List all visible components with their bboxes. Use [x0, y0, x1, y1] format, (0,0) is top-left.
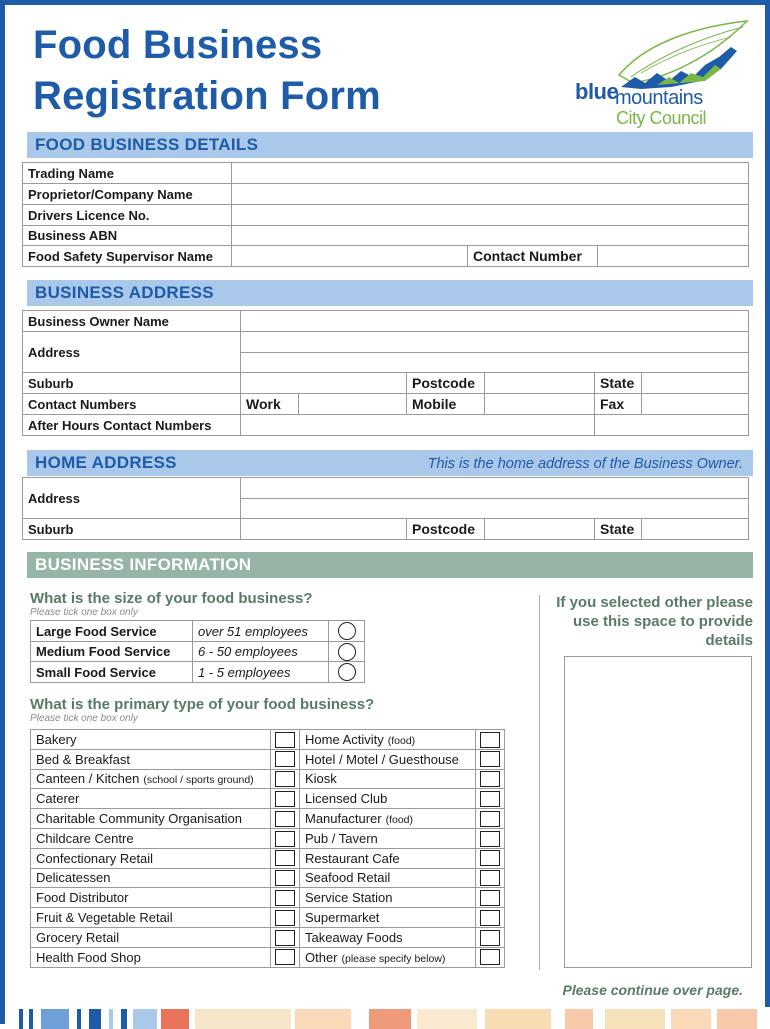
business-type-label	[300, 908, 476, 928]
contact-number-label: Contact Number	[468, 246, 598, 267]
business-type-name: Grocery Retail	[36, 929, 120, 945]
state-label: State	[595, 373, 642, 394]
supervisor-field[interactable]	[232, 246, 468, 267]
postcode-label: Postcode	[407, 373, 485, 394]
home-suburb-field[interactable]	[241, 519, 407, 540]
business-type-checkbox[interactable]	[480, 751, 500, 767]
contact-numbers-label: Contact Numbers	[23, 394, 241, 415]
business-type-checkbox[interactable]	[275, 811, 295, 827]
business-type-checkbox[interactable]	[275, 831, 295, 847]
business-type-name: Canteen / Kitchen	[36, 771, 140, 787]
table-row	[31, 908, 505, 928]
business-type-name: Childcare Centre	[36, 830, 134, 846]
size-option-label: Small Food Service	[31, 662, 193, 683]
logo-blue-text: blue	[575, 79, 619, 104]
size-option-range: over 51 employees	[193, 621, 329, 642]
business-type-label	[300, 769, 476, 789]
type-question: What is the primary type of your food business?	[30, 696, 375, 713]
business-type-label	[300, 888, 476, 908]
business-type-label	[31, 927, 271, 947]
business-type-label	[31, 789, 271, 809]
business-type-name: Kiosk	[305, 771, 337, 787]
other-details-note: If you selected other please use this space to provide details	[556, 594, 753, 649]
decorative-footer-strip	[5, 1005, 770, 1029]
business-type-label	[300, 749, 476, 769]
section-heading: HOME ADDRESS	[35, 453, 177, 472]
business-type-name: Health Food Shop	[36, 949, 141, 965]
business-type-checkbox[interactable]	[480, 850, 500, 866]
after-hours-field-2[interactable]	[595, 415, 749, 436]
logo-mountains-text: mountains	[615, 87, 703, 109]
business-type-note: (school / sports ground)	[143, 774, 254, 787]
business-type-name: Bed & Breakfast	[36, 751, 130, 767]
business-type-checkbox[interactable]	[480, 910, 500, 926]
size-hint: Please tick one box only	[30, 607, 138, 618]
abn-field[interactable]	[232, 226, 749, 246]
owner-name-label: Business Owner Name	[23, 311, 241, 332]
suburb-label: Suburb	[23, 373, 241, 394]
table-row	[31, 848, 505, 868]
business-type-name: Manufacturer	[305, 811, 382, 827]
business-type-label	[31, 868, 271, 888]
business-type-label	[31, 769, 271, 789]
business-type-name: Confectionary Retail	[36, 850, 154, 866]
table-row	[31, 769, 505, 789]
owner-name-field[interactable]	[241, 311, 749, 332]
business-type-name: Restaurant Cafe	[305, 850, 400, 866]
business-details-table	[22, 162, 749, 267]
business-type-label	[31, 809, 271, 829]
table-row	[31, 828, 505, 848]
business-type-label	[300, 927, 476, 947]
column-divider	[539, 595, 540, 970]
home-postcode-label: Postcode	[407, 519, 485, 540]
business-type-name: Supermarket	[305, 910, 380, 926]
home-state-field[interactable]	[642, 519, 749, 540]
business-type-checkbox[interactable]	[480, 949, 500, 965]
trading-name-field[interactable]	[232, 163, 749, 184]
business-type-label	[31, 749, 271, 769]
address-label: Address	[23, 332, 241, 373]
proprietor-field[interactable]	[232, 184, 749, 205]
business-type-checkbox[interactable]	[275, 930, 295, 946]
business-type-name: Other	[305, 949, 338, 965]
business-type-label	[31, 828, 271, 848]
business-type-label	[300, 730, 476, 750]
address-field-line1[interactable]	[241, 332, 749, 353]
business-type-label	[300, 789, 476, 809]
business-type-checkbox[interactable]	[480, 732, 500, 748]
size-question: What is the size of your food business?	[30, 590, 313, 607]
business-type-name: Hotel / Motel / Guesthouse	[305, 751, 459, 767]
business-address-table	[22, 310, 749, 436]
size-option-range: 1 - 5 employees	[193, 662, 329, 683]
section-home-address	[27, 450, 753, 476]
business-type-label	[300, 848, 476, 868]
business-type-label	[31, 888, 271, 908]
supervisor-label: Food Safety Supervisor Name	[23, 246, 232, 267]
fax-label: Fax	[595, 394, 642, 415]
state-field[interactable]	[642, 373, 749, 394]
section-business-information	[27, 552, 753, 578]
table-row	[31, 749, 505, 769]
home-suburb-label: Suburb	[23, 519, 241, 540]
business-type-label	[300, 947, 476, 967]
mobile-field[interactable]	[485, 394, 595, 415]
after-hours-field-1[interactable]	[241, 415, 595, 436]
business-type-note: (food)	[387, 734, 416, 747]
size-radio-large[interactable]	[338, 622, 356, 640]
section-heading: BUSINESS INFORMATION	[35, 555, 252, 574]
business-type-checkbox[interactable]	[275, 890, 295, 906]
size-option-label: Medium Food Service	[31, 642, 193, 662]
licence-label: Drivers Licence No.	[23, 205, 232, 226]
size-table	[30, 620, 365, 683]
table-row	[31, 809, 505, 829]
size-radio-small[interactable]	[338, 663, 356, 681]
business-type-checkbox[interactable]	[480, 791, 500, 807]
home-address-field-line2[interactable]	[241, 499, 749, 519]
contact-number-field[interactable]	[598, 246, 749, 267]
abn-label: Business ABN	[23, 226, 232, 246]
after-hours-label: After Hours Contact Numbers	[23, 415, 241, 436]
type-hint: Please tick one box only	[30, 713, 138, 724]
suburb-field[interactable]	[241, 373, 407, 394]
business-type-label	[300, 828, 476, 848]
business-type-checkbox[interactable]	[480, 811, 500, 827]
business-type-name: Fruit & Vegetable Retail	[36, 910, 173, 926]
business-type-checkbox[interactable]	[275, 910, 295, 926]
business-type-label	[31, 730, 271, 750]
business-type-label	[31, 908, 271, 928]
business-type-name: Takeaway Foods	[305, 929, 403, 945]
home-address-label: Address	[23, 478, 241, 519]
business-type-checkbox[interactable]	[480, 890, 500, 906]
table-row	[31, 927, 505, 947]
business-type-name: Service Station	[305, 890, 393, 906]
form-title-line1: Food Business	[33, 23, 323, 67]
home-address-field-line1[interactable]	[241, 478, 749, 499]
table-row	[31, 947, 505, 967]
table-row	[31, 888, 505, 908]
business-type-name: Food Distributor	[36, 890, 129, 906]
business-type-checkbox[interactable]	[480, 930, 500, 946]
business-type-checkbox[interactable]	[275, 949, 295, 965]
business-type-name: Bakery	[36, 731, 77, 747]
size-radio-medium[interactable]	[338, 643, 356, 661]
business-type-checkbox[interactable]	[275, 771, 295, 787]
business-type-name: Seafood Retail	[305, 870, 391, 886]
size-option-range: 6 - 50 employees	[193, 642, 329, 662]
business-type-name: Caterer	[36, 791, 80, 807]
business-type-label	[31, 947, 271, 967]
size-option-label: Large Food Service	[31, 621, 193, 642]
business-type-note: (food)	[385, 814, 414, 827]
business-type-name: Charitable Community Organisation	[36, 811, 242, 827]
business-type-checkbox[interactable]	[275, 870, 295, 886]
business-type-checkbox[interactable]	[275, 850, 295, 866]
business-type-label	[31, 848, 271, 868]
business-type-checkbox[interactable]	[275, 732, 295, 748]
business-type-note: (please specify below)	[341, 952, 446, 965]
other-details-textarea[interactable]	[564, 656, 752, 968]
section-heading: FOOD BUSINESS DETAILS	[35, 135, 259, 154]
home-address-note: This is the home address of the Business Owner.	[427, 456, 743, 472]
trading-name-label: Trading Name	[23, 163, 232, 184]
licence-field[interactable]	[232, 205, 749, 226]
work-label: Work	[241, 394, 299, 415]
proprietor-label: Proprietor/Company Name	[23, 184, 232, 205]
form-title-line2: Registration Form	[33, 74, 381, 118]
table-row	[31, 789, 505, 809]
section-business-address	[27, 280, 753, 306]
business-type-table	[30, 729, 505, 968]
business-type-name: Licensed Club	[305, 791, 388, 807]
home-address-table	[22, 477, 749, 540]
mobile-label: Mobile	[407, 394, 485, 415]
home-state-label: State	[595, 519, 642, 540]
business-type-label	[300, 809, 476, 829]
work-field[interactable]	[299, 394, 407, 415]
business-type-checkbox[interactable]	[275, 791, 295, 807]
business-type-name: Home Activity	[305, 731, 384, 747]
section-heading: BUSINESS ADDRESS	[35, 283, 214, 302]
business-type-checkbox[interactable]	[480, 870, 500, 886]
logo-city-council-text: City Council	[616, 108, 707, 128]
home-postcode-field[interactable]	[485, 519, 595, 540]
business-type-name: Pub / Tavern	[305, 830, 378, 846]
business-type-checkbox[interactable]	[480, 831, 500, 847]
business-type-checkbox[interactable]	[480, 771, 500, 787]
continue-note: Please continue over page.	[562, 982, 743, 998]
business-type-label	[300, 868, 476, 888]
section-food-business-details	[27, 132, 753, 158]
postcode-field[interactable]	[485, 373, 595, 394]
fax-field[interactable]	[642, 394, 749, 415]
address-field-line2[interactable]	[241, 353, 749, 373]
table-row	[31, 868, 505, 888]
table-row	[31, 730, 505, 750]
business-type-name: Delicatessen	[36, 870, 111, 886]
business-type-checkbox[interactable]	[275, 751, 295, 767]
